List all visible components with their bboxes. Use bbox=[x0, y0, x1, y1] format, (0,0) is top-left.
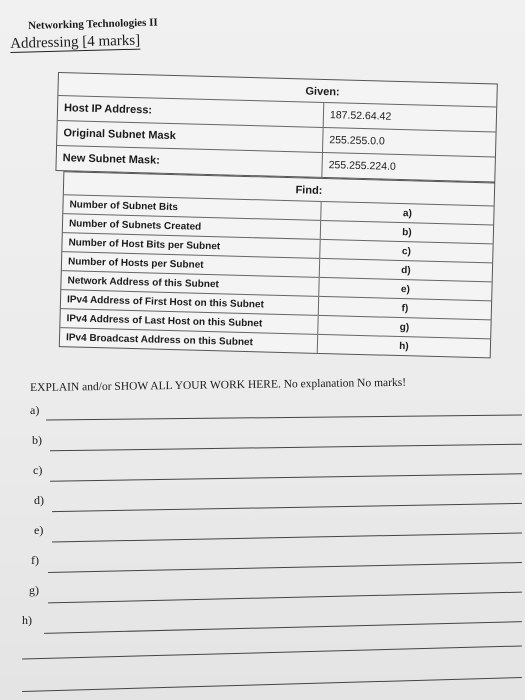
answer-row bbox=[22, 610, 522, 630]
find-answer-cell: f) bbox=[318, 296, 491, 320]
find-answer-cell: a) bbox=[321, 201, 494, 225]
given-label: Original Subnet Mask bbox=[57, 121, 323, 153]
answer-row bbox=[22, 550, 522, 570]
given-label: Host IP Address: bbox=[58, 96, 324, 128]
answer-line bbox=[46, 415, 522, 421]
find-answer-cell: c) bbox=[320, 239, 493, 263]
answer-line bbox=[50, 444, 522, 452]
find-answer-cell: b) bbox=[320, 220, 493, 244]
answer-line bbox=[52, 532, 522, 542]
answer-line bbox=[50, 473, 522, 481]
answer-row bbox=[22, 490, 522, 510]
given-label: New Subnet Mask: bbox=[56, 146, 322, 177]
answer-label: h) bbox=[22, 613, 32, 627]
find-label: Number of Subnet Bits bbox=[63, 195, 321, 221]
answer-label: g) bbox=[29, 583, 39, 597]
answer-label: e) bbox=[34, 523, 44, 537]
blank-line bbox=[22, 645, 522, 659]
answer-row bbox=[22, 430, 522, 450]
given-table bbox=[56, 95, 496, 181]
find-answer-cell: h) bbox=[317, 334, 490, 357]
subnet-worksheet bbox=[51, 72, 498, 358]
answer-line bbox=[48, 592, 522, 604]
given-value: 255.255.224.0 bbox=[322, 152, 495, 181]
answer-label: d) bbox=[34, 493, 44, 507]
given-heading: Given: bbox=[305, 85, 340, 99]
answer-line bbox=[52, 503, 522, 512]
find-heading: Find: bbox=[295, 184, 323, 197]
find-label: IPv4 Broadcast Address on this Subnet bbox=[60, 328, 318, 353]
find-answer-cell: e) bbox=[319, 277, 492, 301]
answer-line bbox=[48, 562, 522, 573]
find-label: Network Address of this Subnet bbox=[61, 271, 319, 297]
find-answer-cell: g) bbox=[318, 315, 491, 339]
answer-label: c) bbox=[33, 463, 43, 477]
find-table bbox=[60, 194, 494, 357]
answer-label: b) bbox=[32, 433, 42, 447]
find-label: Number of Hosts per Subnet bbox=[62, 252, 320, 278]
answer-row bbox=[22, 400, 522, 420]
find-answer-cell: d) bbox=[319, 258, 492, 282]
answer-row bbox=[22, 460, 522, 480]
answer-label: f) bbox=[31, 553, 39, 567]
find-label: IPv4 Address of Last Host on this Subnet bbox=[60, 309, 318, 335]
find-label: Number of Host Bits per Subnet bbox=[62, 233, 320, 259]
find-label: IPv4 Address of First Host on this Subnet bbox=[61, 290, 319, 316]
find-box bbox=[59, 171, 495, 358]
answer-line bbox=[44, 621, 522, 634]
given-box bbox=[55, 72, 497, 182]
blank-line bbox=[22, 677, 522, 692]
given-value: 255.255.0.0 bbox=[322, 127, 495, 157]
answer-row bbox=[22, 580, 522, 600]
section-title-text: Addressing [4 marks] bbox=[10, 32, 141, 52]
answer-label: a) bbox=[30, 403, 40, 417]
find-label: Number of Subnets Created bbox=[63, 214, 321, 240]
given-value: 187.52.64.42 bbox=[323, 102, 496, 132]
answer-row bbox=[22, 520, 522, 540]
explain-instructions: EXPLAIN and/or SHOW ALL YOUR WORK HERE. No explanation No marks! bbox=[30, 376, 407, 394]
section-title bbox=[10, 33, 140, 53]
course-title: Networking Technologies II bbox=[28, 16, 158, 32]
